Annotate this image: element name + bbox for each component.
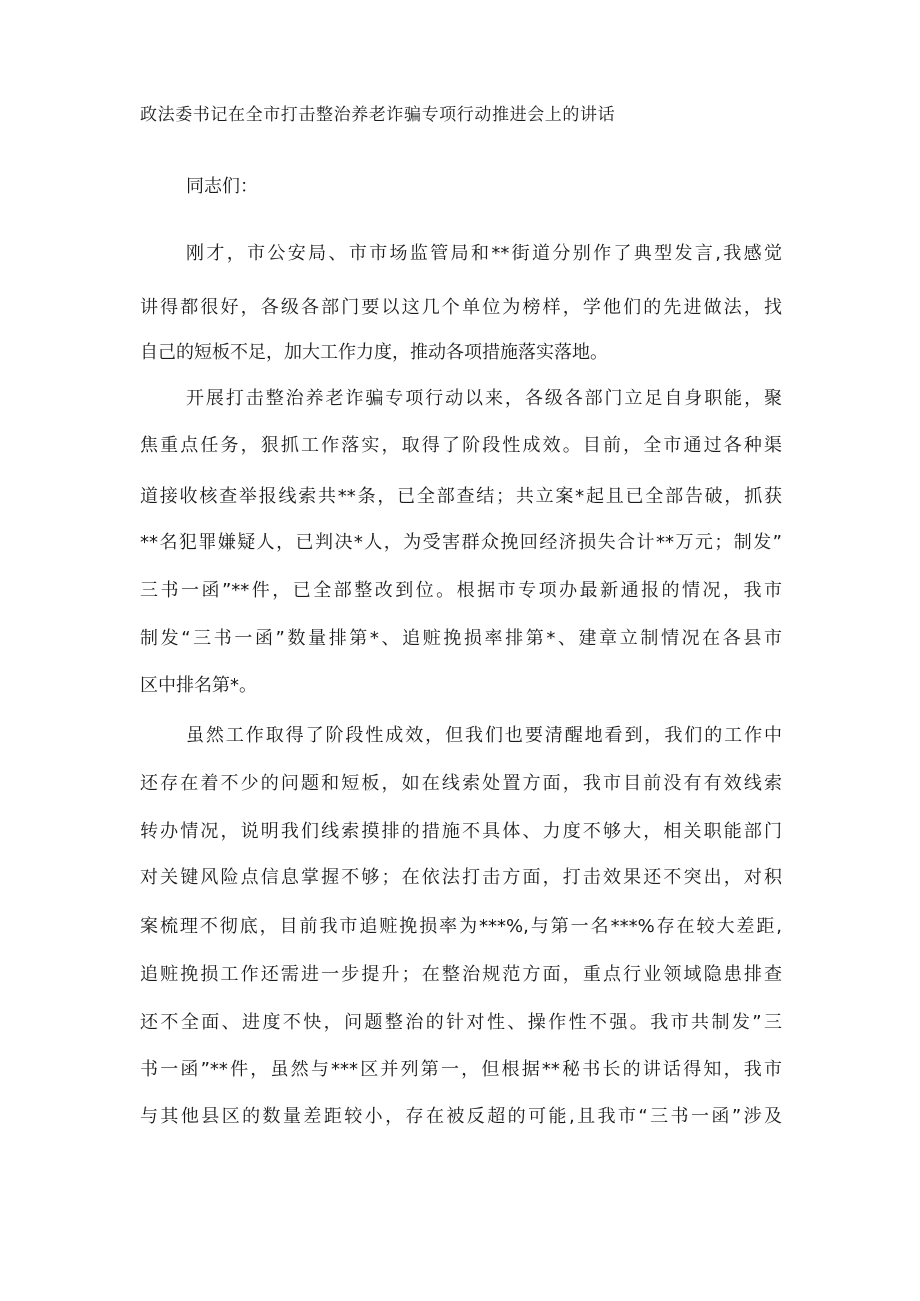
paragraph-3-line: 与其他县区的数量差距较小，存在被反超的可能,且我市“三书一函”涉及 — [140, 1106, 782, 1127]
paragraph-1-line: 讲得都很好，各级各部门要以这几个单位为榜样，学他们的先进做法，找 — [140, 297, 782, 318]
paragraph-2-line: 三书一函”**件，已全部整改到位。根据市专项办最新通报的情况，我市 — [140, 580, 782, 601]
paragraph-3-line: 还存在着不少的问题和短板，如在线索处置方面，我市目前没有有效线索 — [140, 773, 782, 794]
paragraph-2-line: 焦重点任务，狠抓工作落实，取得了阶段性成效。目前，全市通过各种渠 — [140, 435, 782, 456]
paragraph-1-line: 刚才，市公安局、市市场监管局和**街道分别作了典型发言,我感觉 — [186, 243, 782, 264]
paragraph-2-line: **名犯罪嫌疑人，已判决*人，为受害群众挽回经济损失合计**万元；制发” — [140, 532, 782, 553]
paragraph-2-line: 开展打击整治养老诈骗专项行动以来，各级各部门立足自身职能，聚 — [186, 388, 782, 409]
paragraph-1-line: 自己的短板不足，加大工作力度，推动各项措施落实落地。 — [140, 342, 608, 363]
paragraph-2-line: 道接收核查举报线索共**条，已全部查结；共立案*起且已全部告破，抓获 — [140, 486, 782, 507]
paragraph-3-line: 还不全面、进度不快，问题整治的针对性、操作性不强。我市共制发”三 — [140, 1012, 782, 1033]
paragraph-2-line: 区中排名第*。 — [140, 675, 257, 696]
paragraph-3-line: 对关键风险点信息掌握不够；在依法打击方面，打击效果还不突出，对积 — [140, 867, 782, 888]
paragraph-3-line: 虽然工作取得了阶段性成效，但我们也要清醒地看到，我们的工作中 — [186, 725, 782, 746]
document-title: 政法委书记在全市打击整治养老诈骗专项行动推进会上的讲话 — [140, 105, 616, 125]
paragraph-3-line: 追赃挽损工作还需进一步提升；在整治规范方面，重点行业领域隐患排查 — [140, 964, 782, 985]
paragraph-3-line: 转办情况，说明我们线索摸排的措施不具体、力度不够大，相关职能部门 — [140, 821, 782, 842]
paragraph-2-line: 制发“三书一函”数量排第*、追赃挽损率排第*、建章立制情况在各县市 — [140, 628, 782, 649]
paragraph-3-line: 案梳理不彻底，目前我市追赃挽损率为***%,与第一名***%存在较大差距, — [140, 916, 782, 937]
paragraph-3-line: 书一函”**件，虽然与***区并列第一，但根据**秘书长的讲话得知，我市 — [140, 1059, 782, 1080]
salutation: 同志们： — [186, 176, 258, 197]
